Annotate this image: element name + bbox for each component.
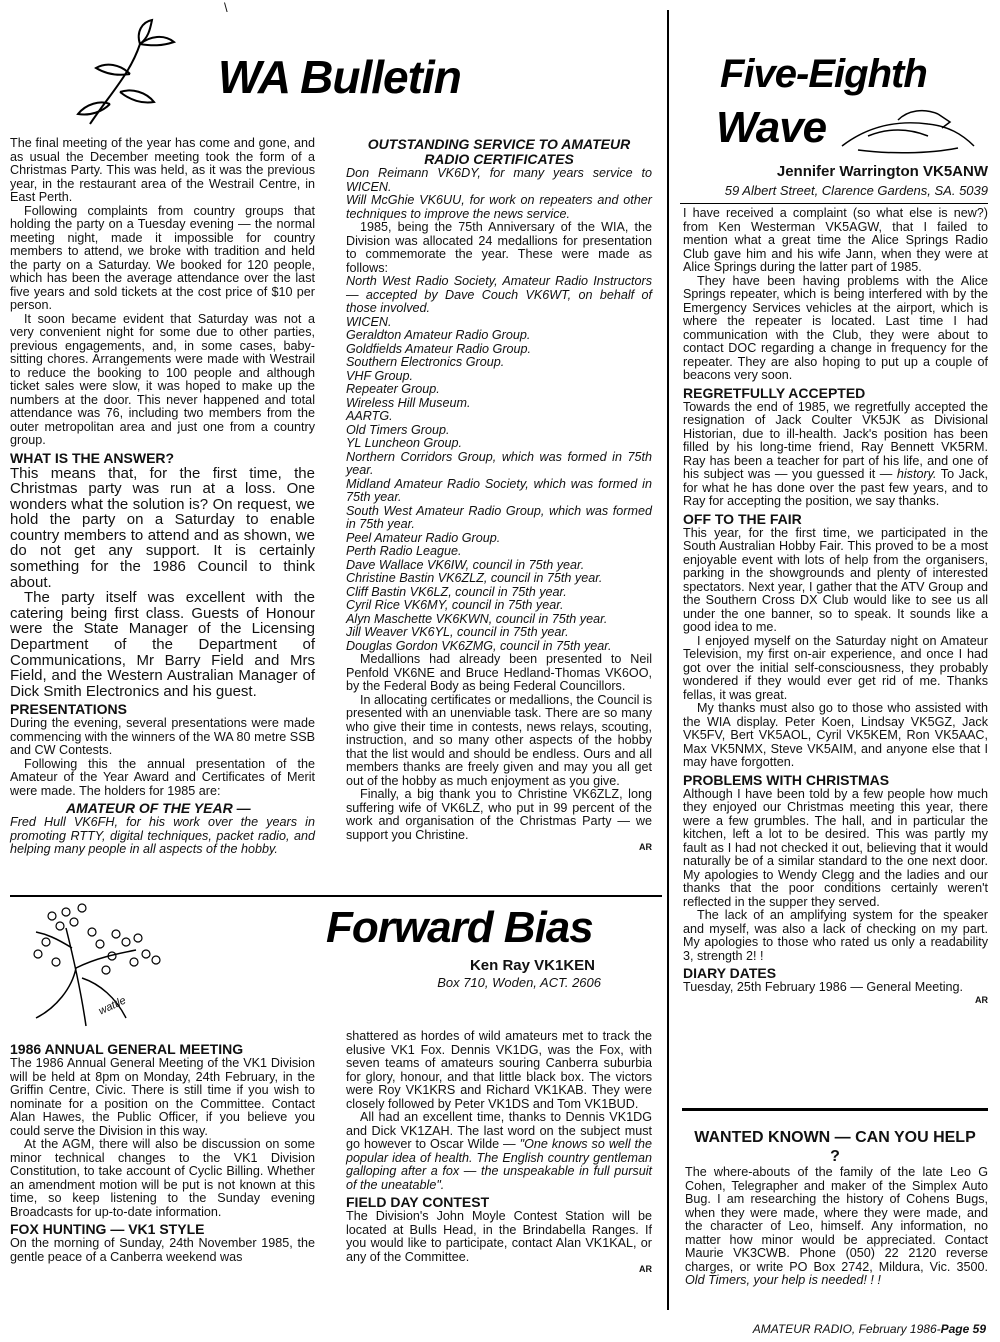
medallion-item: Midland Amateur Radio Society, which was formed in 75th year. <box>346 476 652 504</box>
wa-column-2 <box>346 137 652 852</box>
wa-para: Will McGhie VK6UU, for work on repeaters and other techniques to improve the news service. <box>346 193 652 221</box>
medallion-item: AARTG. <box>346 409 393 423</box>
wa-para: This means that, for the first time, the Christmas party was run at a loss. One wonders what the solution is? On request, we hold the party on a Saturday to enable country members to attend and as shown, we do not get any support. It is certainly something for the 1986 Council to think about. <box>10 464 315 591</box>
fb-para: shattered as hordes of wild amateurs met to track the elusive VK1 Fox. Dennis VK1DG, was the Fox, with seven teams of amateurs souring Canberra suburbia for glory, honour, and that little black box. The victors were Roy VK1KRS and Richard VK1KAB. They were closely followed by Peter VK1DS and Tom VK1BUD. <box>346 1029 652 1111</box>
five-para: This year, for the first time, we participated in the South Australian Hobby Fair. This proved to be a most enjoyable event with lots of help from the organisers, parking in the showgrounds and plenty of interested spectators. Next year, I gather that the ATV Group and the Southern Cross DX Club would like to see us all under the one banner, so to speak. It sounds like a good idea to me. <box>683 525 988 634</box>
wa-para: The final meeting of the year has come and gone, and as usual the December meeting took the form of a Christmas Party. This was held, as it was the previous year, in the restaurant area of the Westrail Centre, in East Perth. <box>10 136 315 204</box>
fb-para: At the AGM, there will also be discussion on some minor technical changes to the VK1 Division Constitution, to take account of Cyclic Billing. Whether an amendment motion will be put is not known at this time, so keep listening to the Sunday evening Broadcasts for up-to-date information. <box>10 1137 315 1219</box>
five-heading-diary: DIARY DATES <box>683 965 777 981</box>
five-heading-regret: REGRETFULLY ACCEPTED <box>683 384 866 401</box>
fb-fox-text: All had an excellent time, thanks to Dennis VK1DG and Dick VK1ZAH. The last word on the subject must go however to Oscar Wilde — <box>346 1110 652 1151</box>
five-author: Jennifer Warrington VK5ANW <box>776 163 988 180</box>
medallion-item: Douglas Gordon VK6ZMG, council in 75th year. <box>346 638 612 653</box>
medallion-item: Old Timers Group. <box>346 422 450 437</box>
five-regret-b: To Jack, for what he has done over the past few years, and to Ray for accepting the position, we say thanks. <box>683 467 988 508</box>
footer-page: Page 59 <box>940 1322 986 1336</box>
fb-heading-agm: 1986 ANNUAL GENERAL MEETING <box>10 1041 244 1057</box>
fb-para: The 1986 Annual General Meeting of the VK1 Division will be held at 8pm on Monday, 24th February, in the Griffin Centre, Civic. There is still time if you wish to nominate for a position on the Committee. Contact Alan Hawes, the Public Officer, if you believe you could serve the Division in this way. <box>10 1056 315 1138</box>
section-divider <box>10 895 662 897</box>
fb-para: The Division's John Moyle Contest Station will be located at Bulls Head, in the Brindabella Ranges. If you would like to participate, contact Alan VK1KAL, or any of the Committee. <box>346 1209 652 1264</box>
wa-para: The party itself was excellent with the catering being first class. Guests of Honour were the State Manager of the Licensing Department of the Department of Communications, Mr Barry Field and Mrs Field, and the Western Australian Manager of Dick Smith Electronics and his guest. <box>10 589 315 700</box>
flower-logo-icon <box>70 14 220 134</box>
wanted-text: The where-abouts of the family of the late Leo G Cohen, Telegrapher and maker of the Simplex Auto Bug. I am researching the history of Cohens Bugs, when they were made, where they were made, and the character of Leo, himself. Any information, no matter how minor would be appreciated. Contact Maurie VK3CWB. Phone (050) 22 2120 reverse charges, or write PO Box 2742, Mildura, Vic. 3500. <box>685 1165 988 1274</box>
medallion-item: Cliff Bastin VK6LZ, council in 75th year. <box>346 584 567 599</box>
wa-heading-answer: WHAT IS THE ANSWER? <box>10 449 175 466</box>
five-para: Tuesday, 25th February 1986 — General Meeting. <box>683 980 964 994</box>
top-mark: \ <box>224 0 228 15</box>
five-eighth-title-1: Five-Eighth <box>720 52 927 96</box>
wa-heading-amateur: AMATEUR OF THE YEAR — <box>66 800 251 817</box>
five-rule <box>680 203 988 204</box>
wa-para: Medallions had already been presented to Neil Penfold VK6NE and Bruce Hedland-Thomas VK6OO, by the Federal Body as being Federal Councillors. <box>346 652 652 693</box>
page-footer <box>753 1322 986 1336</box>
medallion-item: WICEN. <box>346 314 392 329</box>
five-para: I have received a complaint (so what else is new?) from Ken Westerman VK5AGW, that I failed to mention what a great time the Alice Springs Radio Club gave him and his wife Jann, when they were at Alice Springs during the latter part of 1985. <box>683 206 988 274</box>
five-heading-christmas: PROBLEMS WITH CHRISTMAS <box>683 771 890 788</box>
wa-heading-presentations: PRESENTATIONS <box>10 701 127 718</box>
fb-address: Box 710, Woden, ACT. 2606 <box>437 975 601 990</box>
five-para: They have been having problems with the Alice Springs repeater, which is being interfered with by the Emergency Services vehicles at the airport, which is where the repeater is located. Last time I had communication with the Club, they were about to contact DOC regarding a change in frequency for the repeater. They are also hoping to put up a couple of beacons very soon. <box>683 273 988 382</box>
end-mark: AR <box>639 842 652 852</box>
wanted-para <box>685 1166 988 1288</box>
five-regret-em: history. <box>896 467 937 481</box>
medallion-item: Northern Corridors Group, which was formed in 75th year. <box>346 449 652 477</box>
medallion-item: Jill Weaver VK6YL, council in 75th year. <box>346 625 569 639</box>
medallion-item: Southern Electronics Group. <box>346 355 505 369</box>
fb-column-2 <box>346 1030 652 1274</box>
wa-para: 1985, being the 75th Anniversary of the WIA, the Division was allocated 24 medallions for presentation to commemorate the year. These were made as follows: <box>346 220 652 275</box>
forward-bias-title: Forward Bias <box>326 903 593 952</box>
wa-para: Following complaints from country groups that holding the party on a Tuesday evening — the normal meeting night, made it impossible for country members to attend, we broke with tradition and held the party on a Saturday. We booked for 120 people, which has been the average attendance over the last five years and sold tickets at the cost price of $10 per person. <box>10 203 315 312</box>
five-column <box>683 207 988 1005</box>
wanted-rule <box>682 1108 988 1111</box>
wa-heading-outstanding: OUTSTANDING SERVICE TO AMATEUR RADIO CERTIFICATES <box>367 136 631 167</box>
fb-para <box>346 1111 652 1192</box>
wa-para: Finally, a big thank you to Christine VK6ZLZ, long suffering wife of VK6LZ, who put in 99 percent of the work and organisation of the Christmas Party — we support you Christine. <box>346 787 652 842</box>
wa-para: It soon became evident that Saturday was not a very convenient night for some due to other parties, previous engagements, and, in some cases, baby-sitting chores. Arrangements were made with Westrail to reduce the booking to 100 people and although ticket sales were slow, it was hoped to make up the numbers at the door. This never happened and total attendance was 76, including two members from the outer metropolitan area and just one from a country group. <box>10 311 315 447</box>
fb-heading-field: FIELD DAY CONTEST <box>346 1194 490 1210</box>
medallion-item: South West Amateur Radio Group, which was formed in 75th year. <box>346 503 652 531</box>
fb-fox-quote: "One knows so well the popular idea of health. The English country gentleman galloping after a fox — the unspeakable in full pursuit of the uneatable". <box>346 1137 652 1192</box>
fb-heading-fox: FOX HUNTING — VK1 STYLE <box>10 1221 205 1237</box>
wattle-label: wattle <box>96 994 128 1018</box>
medallion-item: Cyril Rice VK6MY, council in 75th year. <box>346 598 564 612</box>
footer-pub: AMATEUR RADIO, <box>752 1322 856 1336</box>
wa-para: Fred Hull VK6FH, for his work over the years in promoting RTTY, digital techniques, packet radio, and helping many people in all aspects of the hobby. <box>10 815 315 857</box>
wave-bird-icon <box>838 106 978 158</box>
medallion-item: Wireless Hill Museum. <box>346 395 471 410</box>
five-para <box>683 401 988 509</box>
wanted-tail: Old Timers, your help is needed! ! ! <box>685 1273 881 1287</box>
wa-para: Don Reimann VK6DY, for many years service to WICEN. <box>346 166 652 194</box>
wanted-body <box>685 1166 988 1288</box>
medallion-item: Peel Amateur Radio Group. <box>346 530 501 545</box>
column-divider <box>667 10 669 1310</box>
fb-author: Ken Ray VK1KEN <box>469 957 595 974</box>
wa-para: Following this the annual presentation of the Amateur of the Year Award and Certificates of Merit were made. The holders for 1985 are: <box>10 756 315 798</box>
five-para: I enjoyed myself on the Saturday night on Amateur Television, my first on-air experience, and once I had got over the initial self-consciousness, they probably wondered if they would ever get rid of me. Thanks fellas, it was great. <box>683 633 988 702</box>
medallion-item: Perth Radio League. <box>346 544 462 558</box>
wanted-title: WANTED KNOWN — CAN YOU HELP ? <box>694 1129 976 1165</box>
wa-para: During the evening, several presentations were made commencing with the winners of the WA 80 metre SSB and CW Contests. <box>10 716 315 758</box>
five-para: The lack of an amplifying system for the speaker and myself, was also a lack of checking on my part. My apologies to those who rated us only a readability 3, strength 2! ! <box>683 908 988 963</box>
end-mark: AR <box>639 1264 652 1274</box>
medallion-item: Goldfields Amateur Radio Group. <box>346 341 532 356</box>
medallion-item: Alyn Maschette VK6KWN, council in 75th year. <box>346 611 608 626</box>
medallion-list <box>346 275 652 653</box>
medallion-item: North West Radio Society, Amateur Radio Instructors — accepted by Dave Couch VK6WT, on behalf of those involved. <box>346 274 652 315</box>
wa-para: In allocating certificates or medallions, the Council is presented with an unenviable task. There are so many who give their time in contests, news relays, scouting, instruction, and so many other aspects of the hobby that the list would and should be endless. Ours and all members thanks are freely given and may you all get out of the hobby as much enjoyment as you give. <box>346 692 652 788</box>
medallion-item: Geraldton Amateur Radio Group. <box>346 328 531 342</box>
wattle-illustration-icon <box>16 898 176 1030</box>
medallion-item: Christine Bastin VK6ZLZ, council in 75th year. <box>346 571 603 585</box>
medallion-item: Dave Wallace VK6IW, council in 75th year. <box>346 557 585 572</box>
wa-column-1 <box>10 137 315 857</box>
footer-date: February 1986- <box>858 1322 941 1336</box>
five-para: My thanks must also go to those who assisted with the WIA display. Peter Koen, Lindsay VK5GZ, Jack VK5FV, Bert VK5AOL, Cyril VK5KEM, Ron VK5AAC, Max VK5NMX, Steve VK5AIM, and anyone else that I may have forgotten. <box>683 701 988 769</box>
medallion-item: Repeater Group. <box>346 382 440 396</box>
wa-bulletin-title: WA Bulletin <box>218 51 461 103</box>
five-eighth-title-2: Wave <box>716 103 827 152</box>
five-heading-fair: OFF TO THE FAIR <box>683 510 802 527</box>
medallion-item: VHF Group. <box>346 368 413 383</box>
medallion-item: YL Luncheon Group. <box>346 436 463 450</box>
fb-para: On the morning of Sunday, 24th November 1985, the gentle peace of a Canberra weekend was <box>10 1236 315 1264</box>
five-para: Although I have been told by a few people how much they enjoyed our Christmas meeting this year, there were a few grumbles. The hall, and in particular the kitchen, left a lot to be desired. This was partly my fault as I had not checked it out, believing that it would naturally be of a similar standard to the one next door. My apologies to Wendy Clegg and the ladies and our thanks that the poor conditions certainly weren't reflected in the supper they served. <box>683 786 988 909</box>
end-mark: AR <box>975 994 988 1005</box>
five-regret-a: Towards the end of 1985, we regretfully accepted the resignation of Jack Coulter VK5JK as Divisional Historian, due to ill-health. Jack's position has been filled by his long-time friend, Ray Bennett VK5RM. Ray has been a teacher for part of his life, and one of his subject was — you guessed it — <box>683 399 988 481</box>
five-address: 59 Albert Street, Clarence Gardens, SA. 5039 <box>724 183 988 198</box>
fb-column-1 <box>10 1042 315 1264</box>
